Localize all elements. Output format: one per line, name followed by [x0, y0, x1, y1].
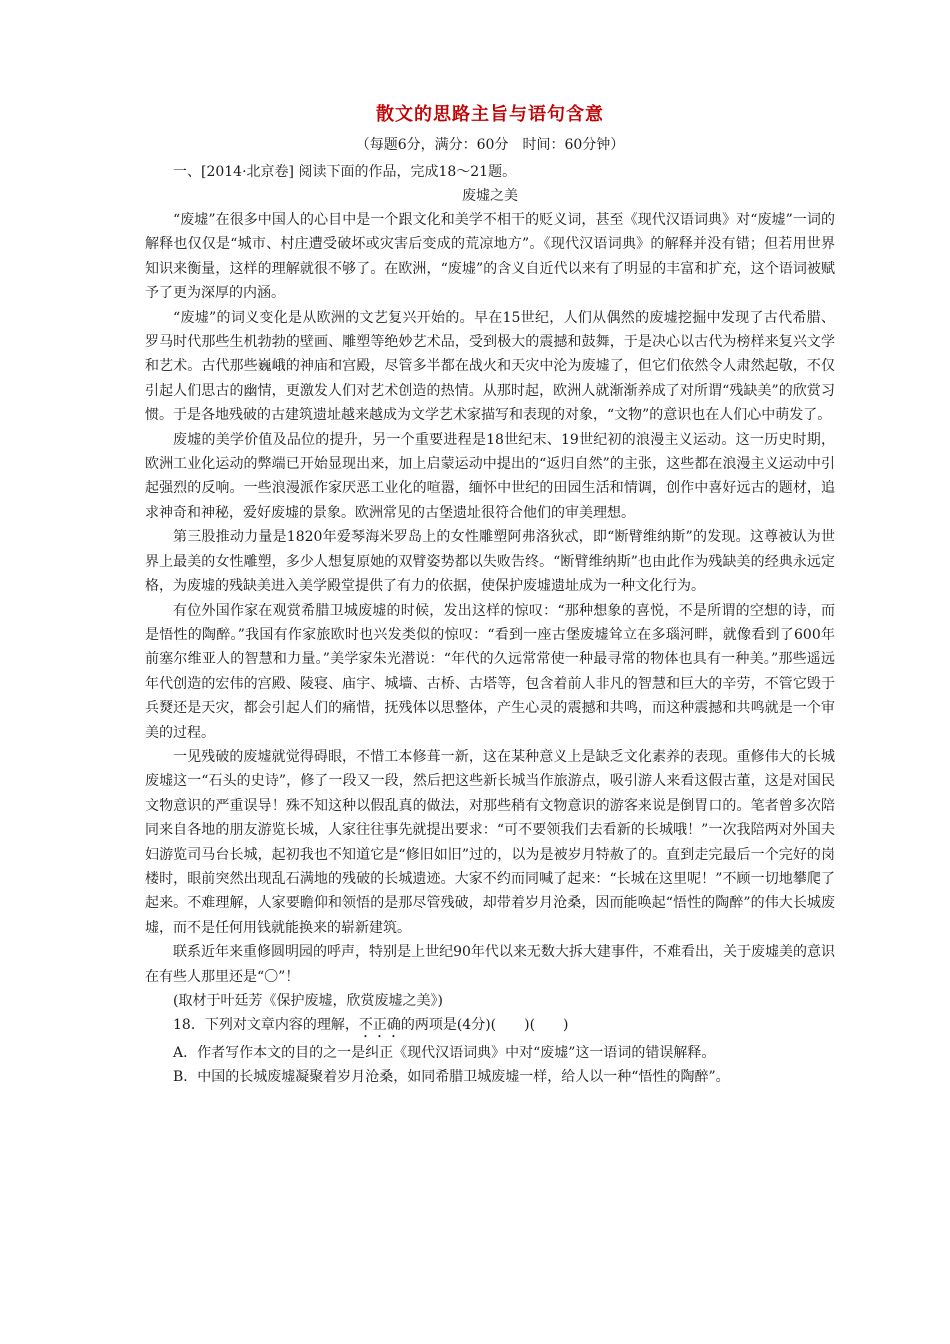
article-paragraph: 一见残破的废墟就觉得碍眼，不惜工本修葺一新，这在某种意义上是缺乏文化素养的表现。重修伟大的长城废墟这一“石头的史诗”，修了一段又一段，然后把这些新长城当作旅游点，吸引游人来看这假古董，这是对国民文物意识的严重误导！殊不知这种以假乱真的做法，对那些稍有文物意识的游客来说是倒胃口的。笔者曾多次陪同来自各地的朋友游览长城，人家往往事先就提出要求：“可不要领我们去看新的长城哦！”一次我陪两对外国夫妇游览司马台长城，起初我也不知道它是“修旧如旧”过的，以为是被岁月特赦了的。直到走完最后一个完好的岗楼时，眼前突然出现乱石满地的残破的长城遗迹。大家不约而同喊了起来：“长城在这里呢！”不顾一切地攀爬了起来。不难理解，人家要瞻仰和领悟的是那尽管残破，却带着岁月沧桑，因而能唤起“悟性的陶醉”的伟大长城废墟，而不是任何用钱就能换来的崭新建筑。 — [145, 748, 835, 936]
section-heading: 一、[2014·北京卷] 阅读下面的作品，完成18～21题。 — [173, 164, 517, 180]
article-paragraph: “废墟”的词义变化是从欧洲的文艺复兴开始的。早在15世纪，人们从偶然的废墟挖掘中发现了古代希腊、罗马时代那些生机勃勃的壁画、雕塑等绝妙艺术品，受到极大的震撼和鼓舞，于是决心以古代为榜样来复兴文学和艺术。古代那些巍峨的神庙和宫殿，尽管多半都在战火和天灾中沦为废墟了，但它们依然令人肃然起敬，不仅引起人们思古的幽情，更激发人们对艺术创造的热情。从那时起，欧洲人就渐渐养成了对所谓“残缺美”的欣赏习惯。于是各地残破的古建筑遗址越来越成为文学艺术家描写和表现的对象，“文物”的意识也在人们心中萌发了。 — [145, 309, 835, 424]
article-paragraph: 废墟的美学价值及品位的提升，另一个重要进程是18世纪末、19世纪初的浪漫主义运动。这一历史时期，欧洲工业化运动的弊端已开始显现出来，加上启蒙运动中提出的“返归自然”的主张，这些都在浪漫主义运动中引起强烈的反响。一些浪漫派作家厌恶工业化的喧嚣，缅怀中世纪的田园生活和情调，创作中喜好远古的题材，追求神奇和神秘，爱好废墟的景象。欧洲常见的古堡遗址很符合他们的审美理想。 — [145, 431, 835, 521]
question-stem — [145, 1013, 835, 1041]
question-stem-after: 的两项是(4分)( )( ) — [400, 1017, 569, 1033]
document-page — [145, 100, 835, 1089]
question-option-a: A．作者写作本文的目的之一是纠正《现代汉语词典》中对“废墟”这一语词的错误解释。 — [173, 1045, 716, 1061]
article-paragraph: 联系近年来重修圆明园的呼声，特别是上世纪90年代以来无数大拆大建事件，不难看出，关于废墟美的意识在有些人那里还是“〇”！ — [145, 944, 835, 985]
question-option-b: B．中国的长城废墟凝聚着岁月沧桑，如同希腊卫城废墟一样，给人以一种“悟性的陶醉”。 — [173, 1069, 730, 1085]
page-title: 散文的思路主旨与语句含意 — [376, 104, 604, 125]
question-stem-before: 18．下列对文章内容的理解， — [173, 1017, 359, 1033]
question-emphasis: 不正确 — [358, 1017, 401, 1033]
article-source: (取材于叶廷芳《保护废墟，欣赏废墟之美》) — [173, 993, 443, 1009]
article-paragraph: 有位外国作家在观赏希腊卫城废墟的时候，发出这样的惊叹：“那种想象的喜悦，不是所谓的空想的诗，而是悟性的陶醉。”我国有作家旅欧时也兴发类似的惊叹：“看到一座古堡废墟耸立在多瑙河畔，就像看到了600年前塞尔维亚人的智慧和力量。”美学家朱光潜说：“年代的久远常常使一种最寻常的物体也具有一种美。”那些遥远年代创造的宏伟的宫殿、陵寝、庙宇、城墙、古桥、古塔等，包含着前人非凡的智慧和巨大的辛劳，不管它毁于兵燹还是天灾，都会引起人们的痛惜，抚残体以思整体，产生心灵的震撼和共鸣，而这种震撼和共鸣就是一个审美的过程。 — [145, 602, 835, 741]
article-paragraph: 第三股推动力量是1820年爱琴海米罗岛上的女性雕塑阿弗洛狄忒，即“断臂维纳斯”的发现。这尊被认为世界上最美的女性雕塑，多少人想复原她的双臂姿势都以失败告终。“断臂维纳斯”也由此作为残缺美的经典永远定格，为废墟的残缺美进入美学殿堂提供了有力的依据，使保护废墟遗址成为一种文化行为。 — [145, 529, 835, 595]
exam-info: （每题6分，满分：60分 时间：60分钟） — [355, 137, 625, 153]
article-title: 废墟之美 — [462, 188, 518, 204]
article-paragraph: “废墟”在很多中国人的心目中是一个跟文化和美学不相干的贬义词，甚至《现代汉语词典》对“废墟”一词的解释也仅仅是“城市、村庄遭受破坏或灾害后变成的荒凉地方”。《现代汉语词典》的解释并没有错；但若用世界知识来衡量，这样的理解就很不够了。在欧洲，“废墟”的含义自近代以来有了明显的丰富和扩充，这个语词被赋予了更为深厚的内涵。 — [145, 212, 835, 302]
